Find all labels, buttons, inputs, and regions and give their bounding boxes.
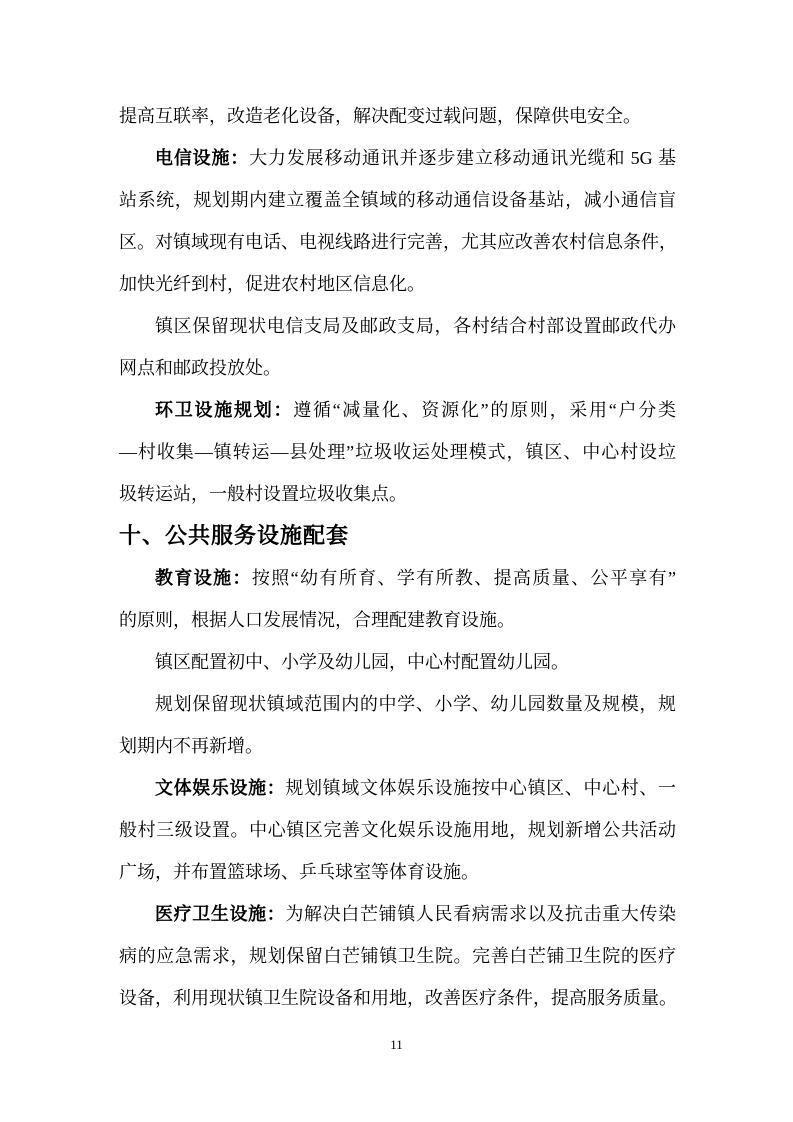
run-in-label: 医疗卫生设施： — [155, 904, 286, 924]
line-text: 按照“幼有所育、学有所教、提高质量、公平享有” — [251, 568, 676, 588]
paragraph-line: 站系统，规划期内建立覆盖全镇域的移动通信设备基站，减小通信盲 — [119, 190, 676, 210]
line-text: 大力发展移动通讯并逐步建立移动通讯光缆和 5G 基 — [249, 148, 677, 168]
paragraph-line — [119, 557, 676, 599]
line-text: 为解决白芒铺镇人民看病需求以及抗击重大传染 — [285, 904, 677, 924]
paragraph-line: 般村三级设置。中心镇区完善文化娱乐设施用地，规划新增公共活动 — [119, 820, 676, 840]
line-text: 规划镇域文体娱乐设施按中心镇区、中心村、一 — [285, 778, 677, 798]
paragraph-line: 镇区保留现状电信支局及邮政支局，各村结合村部设置邮政代办 — [155, 316, 676, 336]
paragraph-line — [119, 389, 676, 431]
section-heading: 十、公共服务设施配套 — [119, 523, 350, 548]
page-body — [119, 95, 676, 1019]
run-in-label: 文体娱乐设施： — [155, 778, 286, 798]
paragraph-line: 区。对镇域现有电话、电视线路进行完善，尤其应改善农村信息条件， — [119, 232, 677, 252]
paragraph-line: 镇区配置初中、小学及幼儿园，中心村配置幼儿园。 — [155, 652, 569, 672]
paragraph-line — [119, 893, 676, 935]
paragraph-line: 划期内不再新增。 — [119, 736, 263, 756]
paragraph-line: 病的应急需求，规划保留白芒铺镇卫生院。完善白芒铺卫生院的医疗 — [119, 946, 676, 966]
paragraph-line: 圾转运站，一般村设置垃圾收集点。 — [119, 484, 407, 504]
paragraph-line: 提高互联率，改造老化设备，解决配变过载问题，保障供电安全。 — [119, 106, 641, 126]
paragraph-line: 规划保留现状镇域范围内的中学、小学、幼儿园数量及规模，规 — [155, 694, 676, 714]
paragraph-line: 加快光纤到村，促进农村地区信息化。 — [119, 274, 425, 294]
paragraph-line — [119, 767, 676, 809]
run-in-label: 环卫设施规划： — [155, 400, 294, 420]
paragraph-line: 网点和邮政投放处。 — [119, 358, 281, 378]
paragraph-line: 广场，并布置篮球场、乒乓球室等体育设施。 — [119, 862, 479, 882]
paragraph-line: 设备，利用现状镇卫生院设备和用地，改善医疗条件，提高服务质量。 — [119, 988, 677, 1008]
run-in-label: 电信设施： — [155, 148, 250, 168]
paragraph-line — [119, 137, 676, 179]
page-number: 11 — [390, 1037, 403, 1052]
paragraph-line: 的原则，根据人口发展情况，合理配建教育设施。 — [119, 610, 515, 630]
run-in-label: 教育设施： — [155, 568, 252, 588]
line-text: 遵循“减量化、资源化”的原则，采用“户分类 — [293, 400, 677, 420]
paragraph-line: —村收集—镇转运—县处理”垃圾收运处理模式，镇区、中心村设垃 — [119, 442, 676, 462]
